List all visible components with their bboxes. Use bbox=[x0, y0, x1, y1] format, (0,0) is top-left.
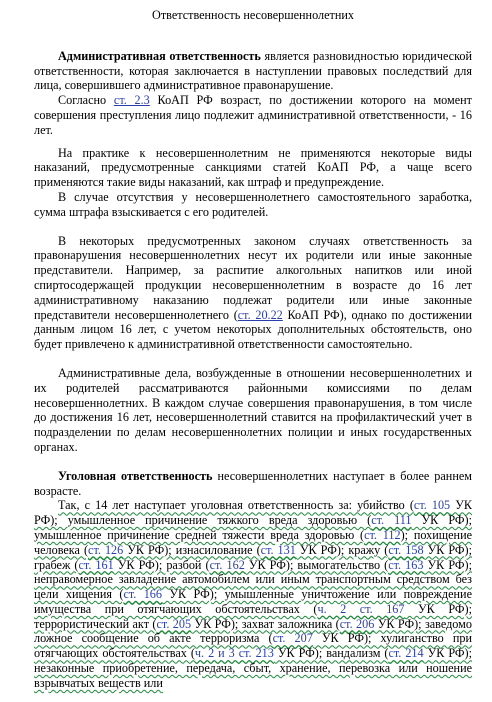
link-uk-205[interactable]: ст. 205 bbox=[156, 616, 192, 631]
link-uk-111[interactable]: ст. 111 bbox=[371, 513, 412, 528]
paragraph-admin-definition: Административная ответственность является разновидностью юридической ответственности, которая заключается в наступлении правовых последствий для лица, совершившего административное правонарушение. bbox=[34, 48, 472, 93]
link-uk-161[interactable]: ст. 161 bbox=[78, 557, 114, 572]
paragraph-fine: В случае отсутствия у несовершеннолетнего самостоятельного заработка, сумма штрафа взыскивается с его родителей. bbox=[34, 189, 472, 219]
link-uk-163[interactable]: ст. 163 bbox=[388, 557, 424, 572]
page-title: Ответственность несовершеннолетних bbox=[152, 8, 354, 22]
link-uk-206[interactable]: ст. 206 bbox=[339, 616, 375, 631]
paragraph-commissions: Административные дела, возбужденные в отношении несовершеннолетних и их родителей рассматриваются районными комиссиями по делам несовершеннолетних. В каждом случае совершения правонарушения, в том числе до достижения 16 лет, несовершеннолетний ставится на профилактический учет в подразделении по делам несовершеннолетних полиции и иных государственных органах. bbox=[34, 365, 472, 454]
paragraph-criminal-list: Так, с 14 лет наступает уголовная ответственность за: убийство (ст. 105 УК РФ); умышленное причинение тяжкого вреда здоровью (ст. 111 УК РФ); умышленное причинение средней тяжести вреда здоровью (ст. 112); похищение человека (ст. 126 УК РФ); изнасилование (ст. 131 УК РФ); кражу (ст. 158 УК РФ); грабеж (ст. 161 УК РФ); разбой (ст. 162 УК РФ); вымогательство (ст. 163 УК РФ); неправомерное завладение автомобилем или иным транспортным средством без цели хищения (ст. 166 УК РФ); умышленные уничтожение или повреждение имущества при отягчающих обстоятельствах (ч. 2 ст. 167 УК РФ); террористический акт (ст. 205 УК РФ); захват заложника (ст. 206 УК РФ); заведомо ложное сообщение об акте терроризма (ст. 207 УК РФ); хулиганство при отягчающих обстоятельствах (ч. 2 и 3 ст. 213 УК РФ); вандализм (ст. 214 УК РФ); незаконные приобретение, передача, сбыт, хранение, перевозка или ношение взрывчатых веществ или bbox=[34, 498, 473, 690]
link-koap-2-3[interactable]: ст. 2.3 bbox=[113, 93, 150, 108]
link-uk-158[interactable]: ст. 158 bbox=[388, 542, 424, 557]
paragraph-admin-age: Согласно ст. 2.3 КоАП РФ возраст, по достижении которого на момент совершения преступления лицо подлежит административной ответственности, - 16 лет. bbox=[34, 93, 472, 137]
link-uk-207[interactable]: ст. 207 bbox=[272, 631, 313, 646]
link-uk-131[interactable]: ст. 131 bbox=[260, 542, 296, 557]
paragraph-parents: В некоторых предусмотренных законом случаях ответственность за правонарушения несовершеннолетних несут их родители или иные законные представители. Например, за распитие алкогольных напитков или иной спиртосодержащей продукции несовершеннолетним в возрасте до 16 лет административному наказанию подлежат родители или иные законные представители несовершеннолетнего (ст. 20.22 КоАП РФ), однако по достижении данным лицом 16 лет, с учетом некоторых дополнительных обстоятельств, оно будет привлечено к административной ответственности самостоятельно. bbox=[34, 233, 472, 352]
paragraph-criminal-lead: Уголовная ответственность несовершеннолетних наступает в более раннем возрасте. bbox=[34, 468, 472, 498]
term-criminal-responsibility: Уголовная ответственность bbox=[58, 468, 213, 483]
term-administrative-responsibility: Административная ответственность bbox=[58, 48, 261, 63]
link-uk-112[interactable]: ст. 112 bbox=[364, 527, 401, 542]
link-uk-213[interactable]: ч. 2 и 3 ст. 213 bbox=[194, 646, 274, 661]
link-uk-214[interactable]: ст. 214 bbox=[388, 646, 424, 661]
link-uk-162[interactable]: ст. 162 bbox=[209, 557, 245, 572]
link-uk-167-2[interactable]: ч. 2 ст. 167 bbox=[317, 601, 405, 616]
link-uk-166[interactable]: ст. 166 bbox=[123, 587, 162, 602]
link-koap-20-22[interactable]: ст. 20.22 bbox=[237, 307, 283, 322]
paragraph-practice: На практике к несовершеннолетним не применяются некоторые виды наказаний, предусмотренные санкциями статей КоАП РФ, а чаще всего применяются такие виды наказаний, как штраф и предупреждение. bbox=[34, 145, 472, 190]
link-uk-105[interactable]: ст. 105 bbox=[413, 498, 451, 513]
link-uk-126[interactable]: ст. 126 bbox=[88, 542, 124, 557]
